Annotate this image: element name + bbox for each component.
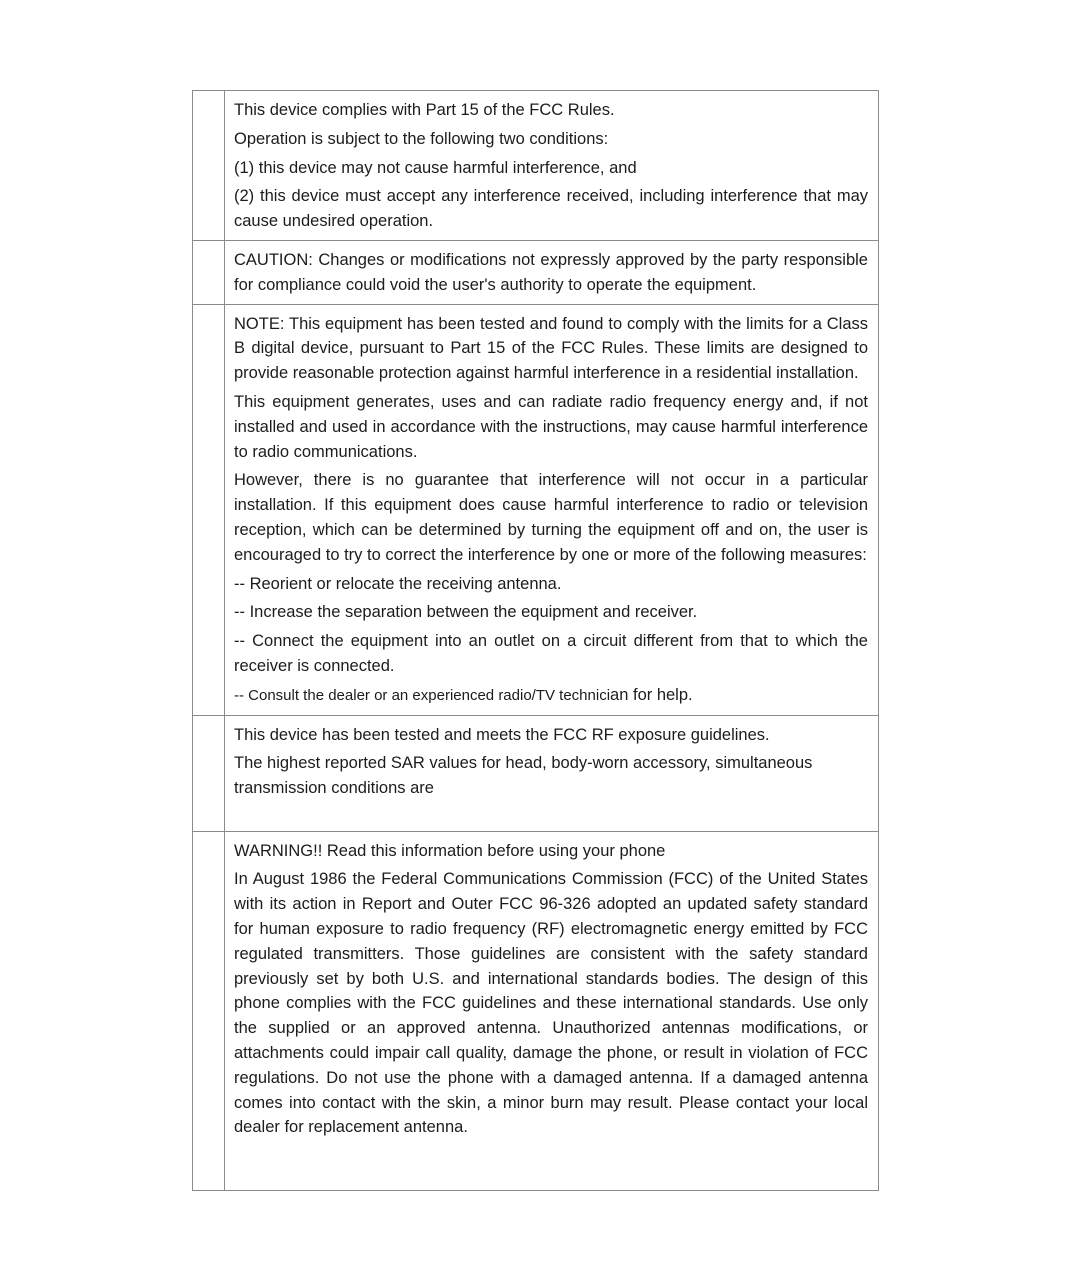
bullet-text-small: -- Consult the dealer or an experienced radio/TV technici xyxy=(234,686,611,704)
paragraph: In August 1986 the Federal Communications Commission (FCC) of the United States with its action in Report and Outer FCC 96-326 adopted an updated safety standard for human exposure to radio frequency (RF) electromagnetic energy emitted by FCC regulated transmitters. Those guidelines are consistent with the safety standard previously set by both U.S. and international standards bodies. The design of this phone complies with the FCC guidelines and these international standards. Use only the supplied or an approved antenna. Unauthorized antennas modifications, or attachments could impair call quality, damage the phone, or result in violation of FCC regulations. Do not use the phone with a damaged antenna. If a damaged antenna comes into contact with the skin, a minor burn may result. Please contact your local dealer for replacement antenna. xyxy=(234,870,868,1137)
row-number-cell xyxy=(193,240,225,304)
row-number-cell xyxy=(193,831,225,1190)
compliance-table xyxy=(192,90,879,1191)
paragraph: The highest reported SAR values for head, body-worn accessory, simultaneous transmission conditions are xyxy=(234,754,813,798)
bullet-item xyxy=(234,683,868,709)
sar-cell xyxy=(225,715,879,831)
paragraph: This equipment generates, uses and can radiate radio frequency energy and, if not installed and used in accordance with the instructions, may cause harmful interference to radio communications. xyxy=(234,392,868,461)
note-cell xyxy=(225,304,879,715)
row-number-cell xyxy=(193,715,225,831)
warning-cell xyxy=(225,831,879,1190)
paragraph: CAUTION: Changes or modifications not expressly approved by the party responsible for compliance could void the user's authority to operate the equipment. xyxy=(234,250,868,294)
fcc-part15-row xyxy=(193,91,879,241)
caution-cell xyxy=(225,240,879,304)
row-number-cell xyxy=(193,304,225,715)
caution-row xyxy=(193,240,879,304)
row-number-cell xyxy=(193,91,225,241)
bullet-item: -- Increase the separation between the equipment and receiver. xyxy=(234,603,698,622)
bullet-text-tail: an for help. xyxy=(610,685,693,704)
sar-row xyxy=(193,715,879,831)
fcc-part15-cell xyxy=(225,91,879,241)
note-row xyxy=(193,304,879,715)
paragraph: NOTE: This equipment has been tested and found to comply with the limits for a Class B digital device, pursuant to Part 15 of the FCC Rules. These limits are designed to provide reasonable protection against harmful interference in a residential installation. xyxy=(234,314,868,383)
paragraph: This device complies with Part 15 of the FCC Rules. xyxy=(234,101,615,119)
paragraph: Operation is subject to the following two conditions: xyxy=(234,129,609,148)
bullet-item: -- Connect the equipment into an outlet on a circuit different from that to which the receiver is connected. xyxy=(234,632,868,675)
warning-row xyxy=(193,831,879,1190)
paragraph: (1) this device may not cause harmful interference, and xyxy=(234,158,637,177)
warning-heading: WARNING!! Read this information before using your phone xyxy=(234,841,666,860)
paragraph: (2) this device must accept any interference received, including interference that may cause undesired operation. xyxy=(234,187,868,231)
paragraph: This device has been tested and meets the FCC RF exposure guidelines. xyxy=(234,725,770,744)
paragraph: However, there is no guarantee that interference will not occur in a particular installation. If this equipment does cause harmful interference to radio or television reception, which can be determined by turning the equipment off and on, the user is encouraged to try to correct the interference by one or more of the following measures: xyxy=(234,471,868,564)
bullet-item: -- Reorient or relocate the receiving antenna. xyxy=(234,574,562,593)
